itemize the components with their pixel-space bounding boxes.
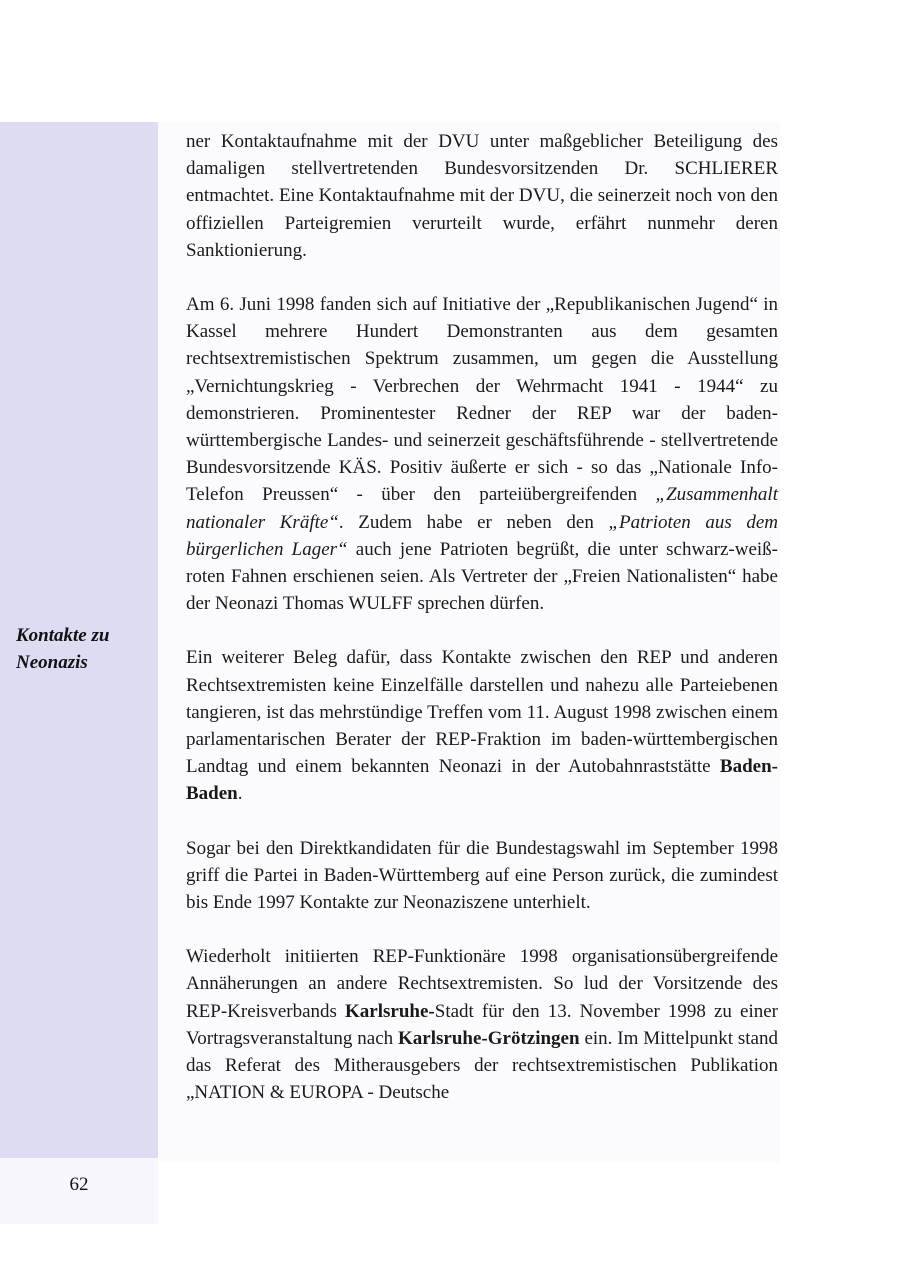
paragraph-5-place-2: Karlsruhe-Grötzingen — [398, 1027, 580, 1049]
body-text — [186, 128, 778, 1107]
paragraph-3-part-2: . — [237, 783, 243, 805]
paragraph-2-part-2: . Zudem habe er neben den — [338, 511, 609, 533]
paragraph-3-part-1: Ein weiterer Beleg dafür, dass Kontakte zwischen den REP und anderen Rechtsextremisten keine Einzelfälle darstellen und nahezu alle Parteiebenen tangieren, ist das mehrstündige Treffen vom 11. August 1998 zwischen einem parlamentarischen Berater der REP-Fraktion im baden-württembergischen Landtag und einem bekannten Neonazi in der Autobahnraststätte — [186, 647, 778, 778]
paragraph-3 — [186, 644, 778, 807]
paragraph-2-part-1: Am 6. Juni 1998 fanden sich auf Initiative der „Republikanischen Jugend“ in Kassel mehrere Hundert Demonstranten aus dem gesamten rechtsextremistischen Spektrum zusammen, um gegen die Ausstellung „Vernichtungskrieg - Verbrechen der Wehrmacht 1941 - 1944“ zu demonstrieren. Prominentester Redner der REP war der baden-württembergische Landes- und seinerzeit geschäftsführende - stellvertretende Bundesvorsitzende KÄS. Positiv äußerte er sich - so das „Nationale Info-Telefon Preussen“ - über den parteiübergreifenden — [186, 294, 778, 506]
paragraph-2 — [186, 291, 778, 617]
paragraph-5-part-3: ein. Im Mittelpunkt stand das Referat des Mitherausgebers der rechtsextremistischen Publikation „NATION & EUROPA - Deutsche — [186, 1027, 778, 1104]
paragraph-4-text: Sogar bei den Direktkandidaten für die Bundestagswahl im September 1998 griff die Partei in Baden-Württemberg auf eine Person zurück, die zumindest bis Ende 1997 Kontakte zur Neonaziszene unterhielt. — [186, 837, 778, 914]
paragraph-2-part-3: auch jene Patrioten begrüßt, die unter schwarz-weiß-roten Fahnen erschienen seien. Als Vertreter der „Freien Nationalisten“ habe der Neonazi Thomas WULFF sprechen dürfen. — [186, 538, 778, 615]
page-number: 62 — [69, 1174, 89, 1195]
paragraph-5-part-1: Wiederholt initiierten REP-Funktionäre 1998 organisationsübergreifende Annäherungen an andere Rechtsextremisten. So lud der Vorsitzende des REP-Kreisverbands — [186, 946, 778, 1022]
margin-note — [16, 622, 156, 676]
paragraph-4 — [186, 835, 778, 917]
paragraph-3-place: Baden-Baden — [186, 756, 778, 805]
paragraph-5-part-2: Stadt für den 13. November 1998 zu einer Vortragsveranstaltung nach — [186, 1000, 778, 1049]
paragraph-5-place-1: Karlsruhe- — [345, 1000, 435, 1022]
paragraph-2-quote-1: „Zusammenhalt nationaler Kräfte“ — [186, 484, 778, 533]
paragraph-5 — [186, 943, 778, 1106]
margin-note-line-1: Kontakte zu — [16, 625, 110, 646]
paragraph-1 — [186, 128, 778, 264]
paragraph-2-quote-2: „Patrioten aus dem bürgerlichen Lager“ — [186, 511, 779, 560]
paragraph-1-text: ner Kontaktaufnahme mit der DVU unter maßgeblicher Beteiligung des damaligen stellvertretenden Bundesvorsitzenden Dr. SCHLIERER entmachtet. Eine Kontaktaufnahme mit der DVU, die seinerzeit noch von den offiziellen Parteigremien verurteilt wurde, erfährt nunmehr deren Sanktionierung. — [186, 131, 778, 261]
margin-note-line-2: Neonazis — [16, 652, 88, 673]
